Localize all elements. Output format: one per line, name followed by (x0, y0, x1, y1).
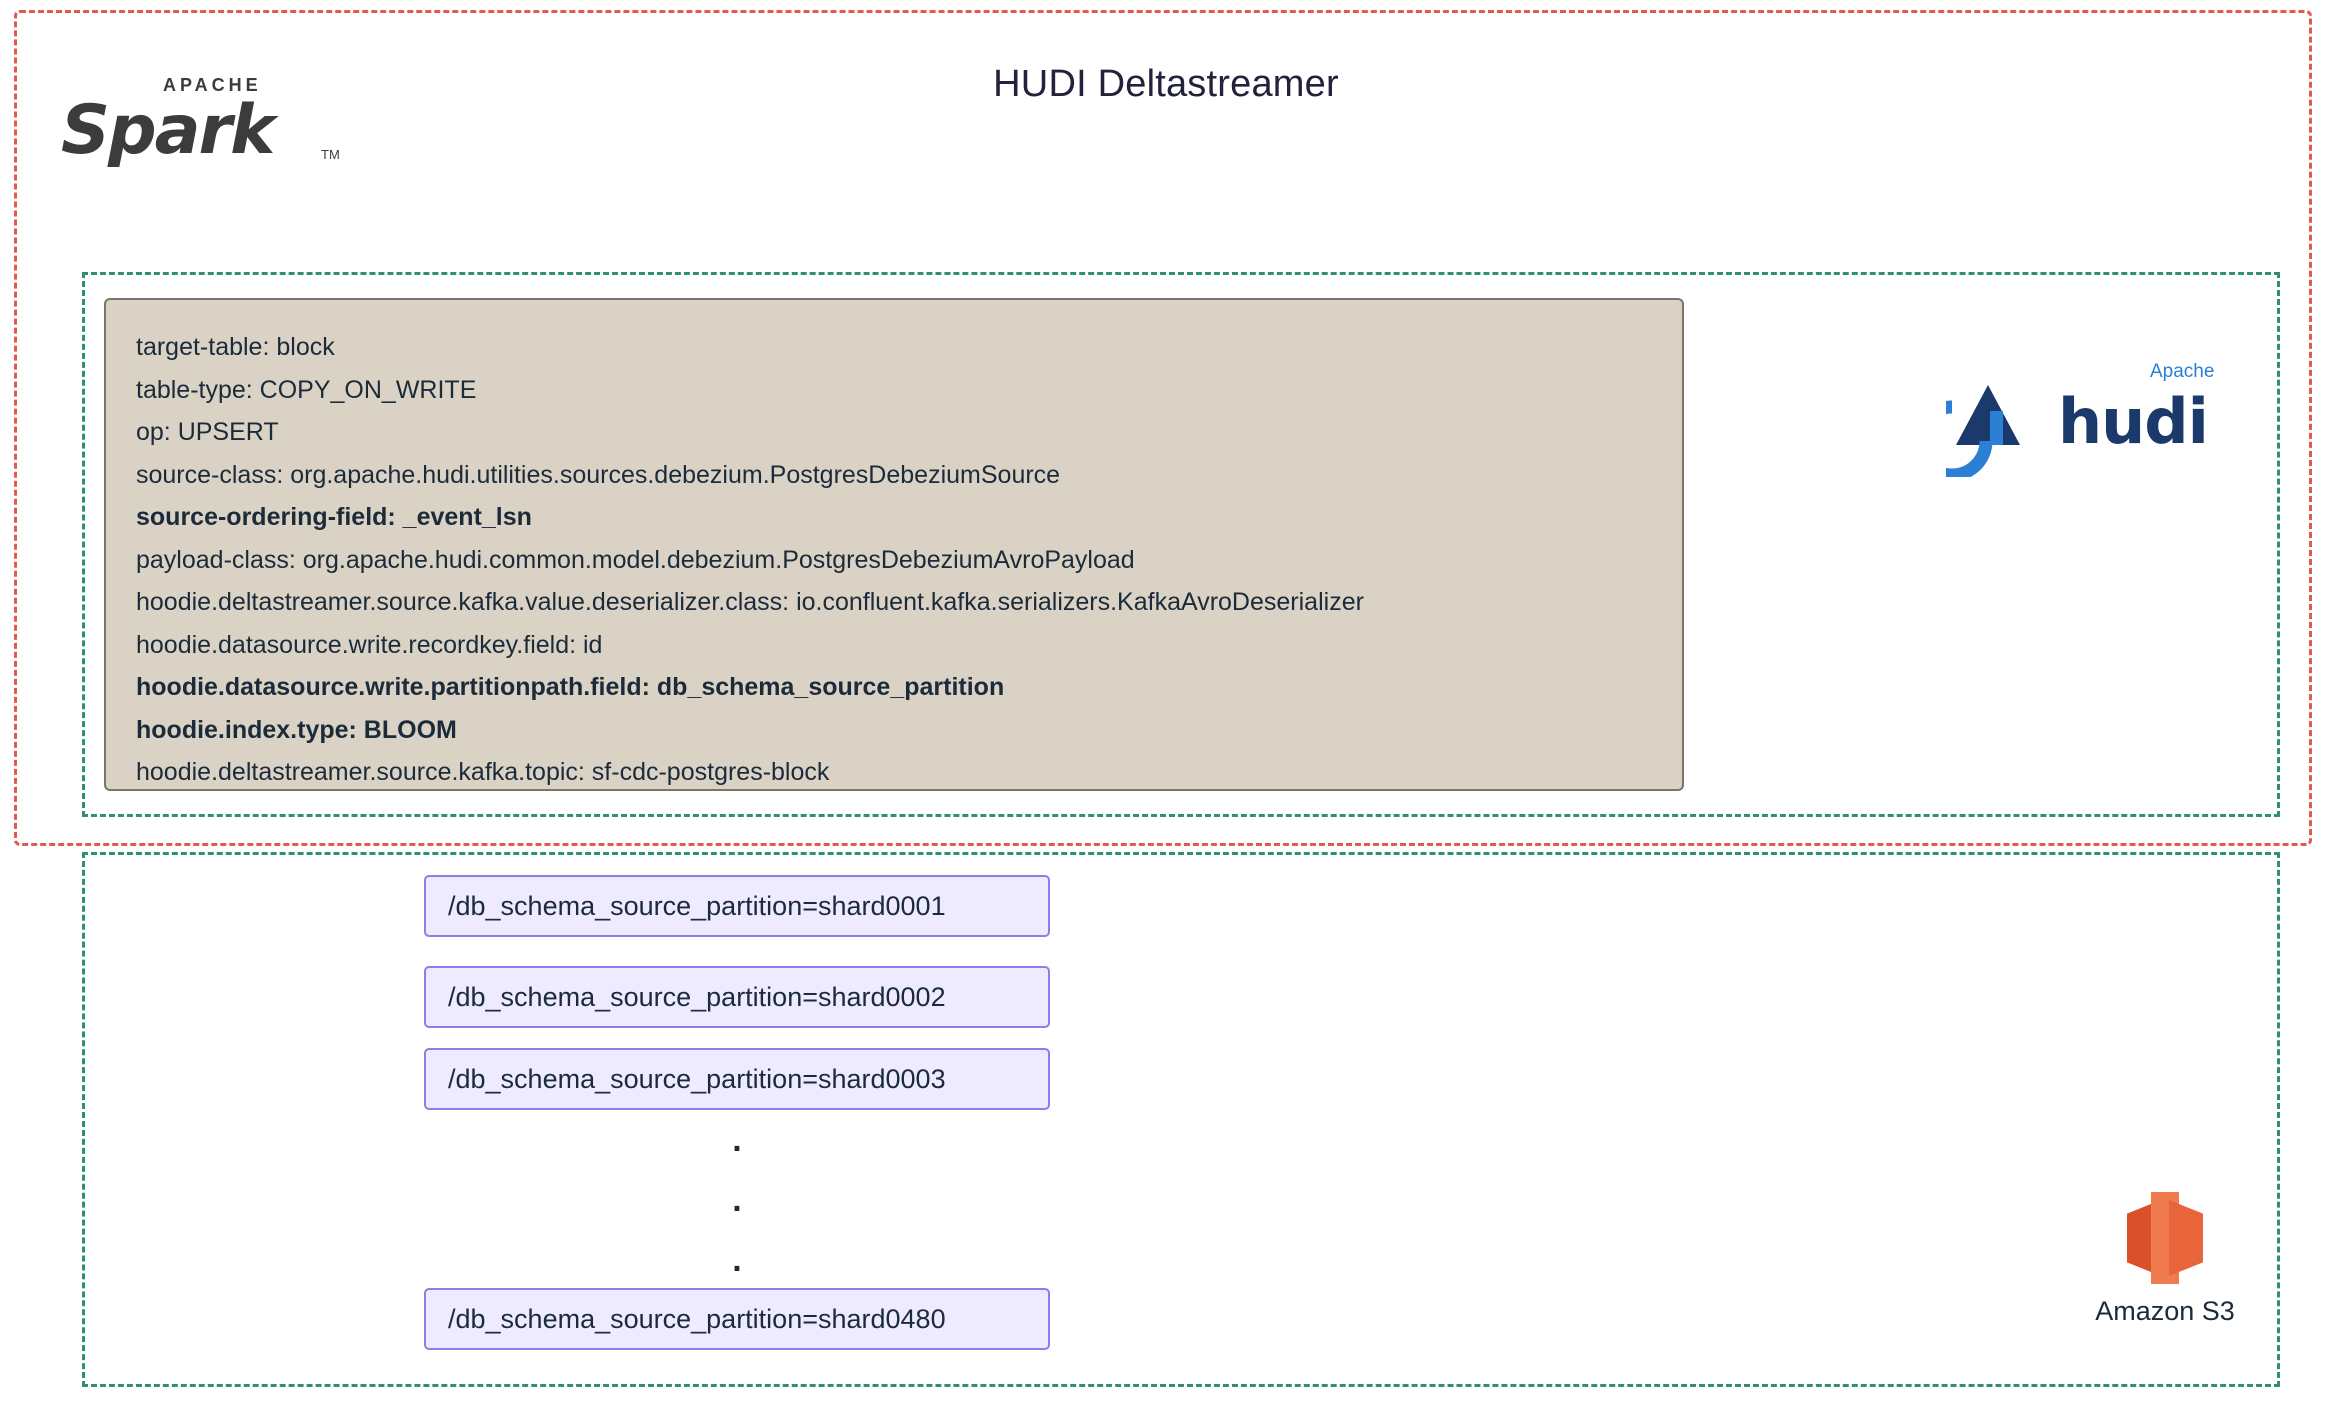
hudi-apache-label: Apache (2150, 361, 2215, 382)
amazon-s3-label: Amazon S3 (2095, 1296, 2235, 1326)
config-line: hoodie.deltastreamer.source.kafka.topic: sf-cdc-postgres-block (136, 758, 830, 786)
page-title: HUDI Deltastreamer (993, 63, 1339, 105)
spark-trademark-label: TM (321, 147, 340, 162)
deltastreamer-config-card (104, 298, 1684, 791)
config-line: hoodie.deltastreamer.source.kafka.value.deserializer.class: io.confluent.kafka.serializers.KafkaAvroDeserializer (136, 588, 1364, 616)
config-line: table-type: COPY_ON_WRITE (136, 375, 477, 404)
ellipsis-dot: . (732, 1121, 742, 1159)
config-line: hoodie.index.type: BLOOM (136, 715, 457, 744)
hudi-mark-icon (1946, 367, 2066, 477)
config-line: source-class: org.apache.hudi.utilities.sources.debezium.PostgresDebeziumSource (136, 460, 1061, 489)
amazon-s3-icon (2121, 1190, 2209, 1286)
spark-logo (43, 39, 338, 187)
partition-chip: /db_schema_source_partition=shard0003 (424, 1048, 1050, 1110)
config-line: hoodie.datasource.write.recordkey.field: id (136, 630, 603, 659)
spark-wordmark: Spark (61, 91, 274, 170)
config-line: source-ordering-field: _event_lsn (136, 503, 532, 531)
partition-chip: /db_schema_source_partition=shard0480 (424, 1288, 1050, 1350)
s3-storage-frame (82, 852, 2280, 1387)
ellipsis-dot: . (732, 1241, 742, 1279)
partition-chip: /db_schema_source_partition=shard0002 (424, 966, 1050, 1028)
config-line: hoodie.datasource.write.partitionpath.field: db_schema_source_partition (136, 673, 1005, 701)
hudi-logo (1940, 337, 2245, 497)
config-line: target-table: block (136, 333, 335, 361)
partition-chip: /db_schema_source_partition=shard0001 (424, 875, 1050, 937)
amazon-s3-logo (2060, 1190, 2270, 1327)
config-line: op: UPSERT (136, 418, 279, 446)
config-line: payload-class: org.apache.hudi.common.model.debezium.PostgresDebeziumAvroPayload (136, 545, 1135, 574)
spark-apache-label: APACHE (163, 75, 262, 95)
hudi-wordmark: hudi (2058, 385, 2208, 458)
ellipsis-dot: . (732, 1181, 742, 1219)
